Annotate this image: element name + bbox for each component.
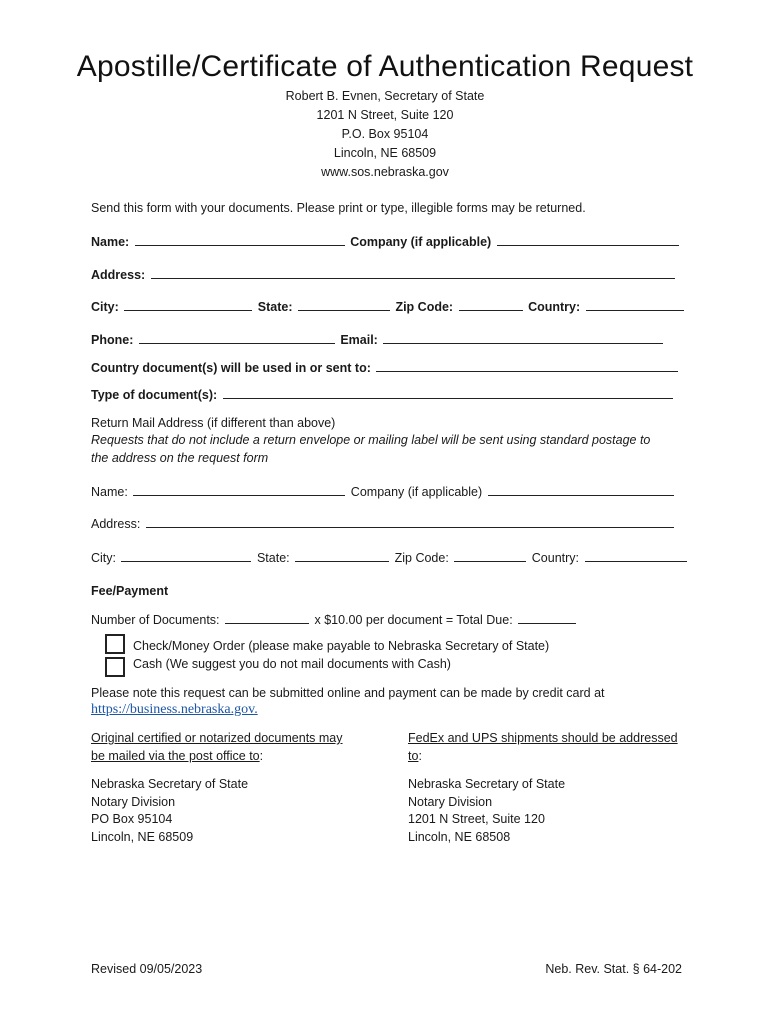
state-field[interactable] <box>298 299 390 311</box>
online-link-row <box>91 702 258 718</box>
fee-rate-text: x $10.00 per document = Total Due: <box>314 613 513 627</box>
phone-field[interactable] <box>139 332 335 344</box>
online-note: Please note this request can be submitted online and payment can be made by credit card at <box>91 686 605 700</box>
business-portal-link[interactable]: https://business.nebraska.gov. <box>91 702 258 717</box>
fee-number-row <box>91 612 578 627</box>
intro-text: Send this form with your documents. Please print or type, illegible forms may be returned. <box>91 201 586 215</box>
city-label: City: <box>91 300 119 314</box>
name-label: Name: <box>91 235 130 249</box>
header-pobox: P.O. Box 95104 <box>341 127 429 141</box>
zip-field[interactable] <box>459 299 523 311</box>
return-state-label: State: <box>256 551 290 565</box>
header-website: www.sos.nebraska.gov <box>321 165 449 179</box>
courier-addr-2: Notary Division <box>408 794 493 809</box>
total-due-field[interactable] <box>518 612 576 624</box>
type-docs-row <box>91 387 675 402</box>
courier-addr-3: 1201 N Street, Suite 120 <box>408 812 545 826</box>
applicant-name-row <box>91 234 681 249</box>
return-country-field[interactable] <box>585 550 687 562</box>
type-docs-field[interactable] <box>223 387 673 399</box>
company-label: Company (if applicable) <box>350 235 492 249</box>
courier-heading: FedEx and UPS shipments should be addressed to: <box>408 731 678 763</box>
revised-date: Revised 09/05/2023 <box>91 962 203 976</box>
return-mail-note-2: the address on the request form <box>91 451 269 465</box>
return-mail-heading: Return Mail Address (if different than above) <box>91 416 336 430</box>
return-country-label: Country: <box>531 551 580 565</box>
return-company-field[interactable] <box>488 484 674 496</box>
applicant-city-row <box>91 299 686 314</box>
number-documents-field[interactable] <box>225 612 309 624</box>
post-office-heading: Original certified or notarized documents may be mailed via the post office to: <box>91 731 343 763</box>
name-field[interactable] <box>135 234 345 246</box>
statute-reference: Neb. Rev. Stat. § 64-202 <box>545 962 682 976</box>
country-docs-row <box>91 360 680 375</box>
address-label: Address: <box>91 268 146 282</box>
company-field[interactable] <box>497 234 679 246</box>
return-address-label: Address: <box>91 517 141 531</box>
post-office-addr-1: Nebraska Secretary of State <box>91 777 249 791</box>
return-company-label: Company (if applicable) <box>350 485 483 499</box>
phone-label: Phone: <box>91 333 134 347</box>
fee-heading: Fee/Payment <box>91 584 169 598</box>
city-field[interactable] <box>124 299 252 311</box>
number-documents-label: Number of Documents: <box>91 613 220 627</box>
page-title: Apostille/Certificate of Authentication Request <box>76 50 694 83</box>
applicant-address-row <box>91 267 677 282</box>
return-state-field[interactable] <box>295 550 389 562</box>
return-address-row <box>91 516 676 531</box>
cash-checkbox[interactable] <box>105 657 125 677</box>
email-label: Email: <box>340 333 378 347</box>
country-label: Country: <box>528 300 581 314</box>
return-city-label: City: <box>91 551 116 565</box>
country-docs-label: Country document(s) will be used in or sent to: <box>91 361 371 375</box>
zip-label: Zip Code: <box>395 300 454 314</box>
address-field[interactable] <box>151 267 675 279</box>
return-address-field[interactable] <box>146 516 674 528</box>
check-money-order-checkbox[interactable] <box>105 634 125 654</box>
courier-addr-4: Lincoln, NE 68508 <box>408 829 511 844</box>
post-office-addr-2: Notary Division <box>91 794 176 809</box>
country-field[interactable] <box>586 299 684 311</box>
courier-addr-1: Nebraska Secretary of State <box>408 777 566 791</box>
header-street: 1201 N Street, Suite 120 <box>316 108 454 122</box>
return-mail-note-1: Requests that do not include a return envelope or mailing label will be sent using standard postage to <box>91 433 651 447</box>
applicant-phone-row <box>91 332 665 347</box>
return-city-field[interactable] <box>121 550 251 562</box>
post-office-block <box>91 730 343 846</box>
post-office-addr-3: PO Box 95104 <box>91 812 173 826</box>
cash-label: Cash (We suggest you do not mail documents with Cash) <box>133 657 451 671</box>
post-office-addr-4: Lincoln, NE 68509 <box>91 829 194 844</box>
return-name-row <box>91 484 676 499</box>
return-name-field[interactable] <box>133 484 345 496</box>
state-label: State: <box>257 300 293 314</box>
return-zip-label: Zip Code: <box>394 551 449 565</box>
type-docs-label: Type of document(s): <box>91 388 218 402</box>
header-officer: Robert B. Evnen, Secretary of State <box>285 89 485 103</box>
courier-block <box>408 730 678 846</box>
return-name-label: Name: <box>91 485 128 499</box>
return-zip-field[interactable] <box>454 550 526 562</box>
check-money-order-label: Check/Money Order (please make payable to Nebraska Secretary of State) <box>133 639 550 653</box>
country-docs-field[interactable] <box>376 360 678 372</box>
return-city-row <box>91 550 689 565</box>
email-field[interactable] <box>383 332 663 344</box>
header-city: Lincoln, NE 68509 <box>333 146 437 160</box>
